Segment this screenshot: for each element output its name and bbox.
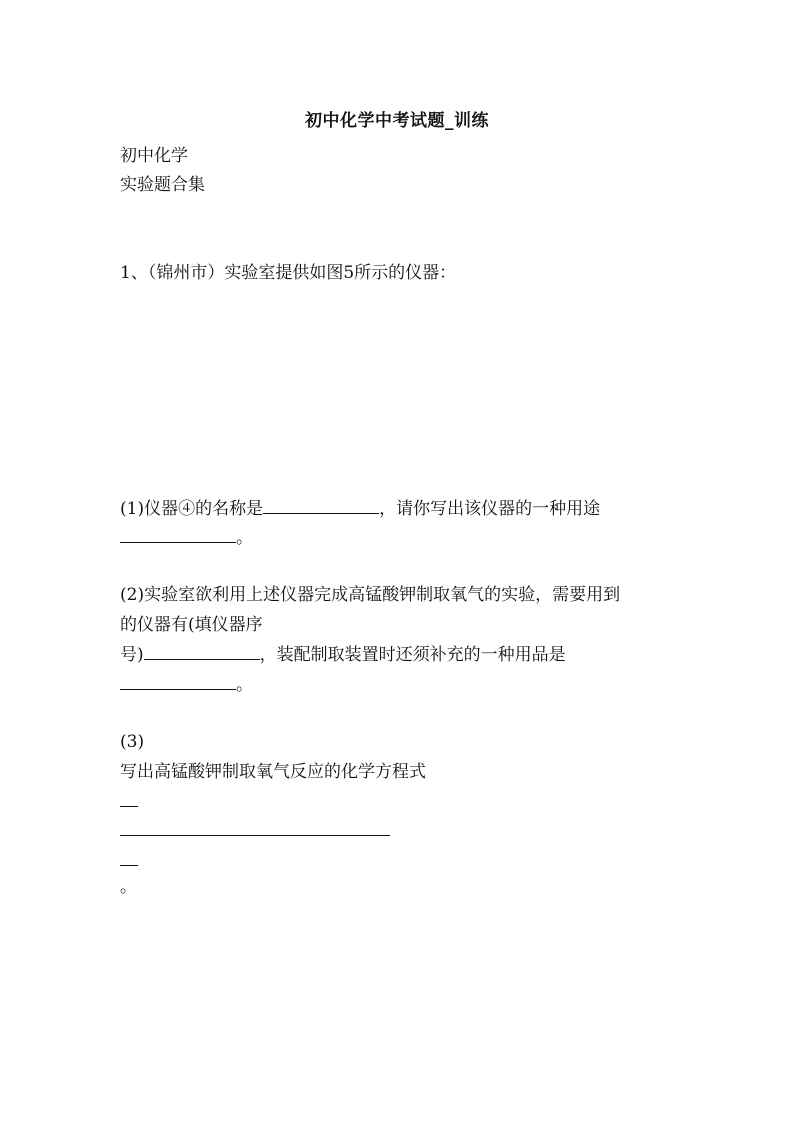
part-1-text-b: ，请你写出该仪器的一种用途 — [379, 499, 601, 519]
question-1-part-3-label: (3) — [120, 732, 145, 752]
question-1-prompt: 1、（锦州市）实验室提供如图5所示的仪器： — [120, 263, 457, 283]
part-1-text-c: 。 — [236, 528, 253, 548]
question-1-part-2-line-3 — [120, 643, 566, 666]
question-1-part-2-line-2: 的仪器有(填仪器序 — [120, 615, 263, 635]
question-1-part-2-line-4 — [120, 673, 253, 696]
question-1-part-3-end: 。 — [120, 877, 137, 897]
part-2-end: 。 — [236, 675, 253, 695]
collection-heading: 实验题合集 — [120, 175, 205, 195]
question-1-part-1-cont — [120, 526, 253, 549]
part-1-text-a: (1)仪器④的名称是 — [120, 499, 264, 519]
question-1-part-2-line-1: (2)实验室欲利用上述仪器完成高锰酸钾制取氧气的实验，需要用到 — [120, 585, 621, 605]
part-2-text-a: 号) — [120, 645, 144, 665]
question-1-part-1 — [120, 497, 600, 520]
answer-blank-equation-start[interactable] — [120, 790, 138, 807]
question-1-part-3-blank-end — [120, 849, 138, 872]
question-1-part-3-text: 写出高锰酸钾制取氧气反应的化学方程式 — [120, 762, 426, 782]
page-title: 初中化学中考试题_训练 — [305, 111, 489, 131]
answer-blank-instrument-numbers[interactable] — [144, 643, 260, 660]
subject-heading: 初中化学 — [120, 146, 188, 166]
part-2-text-b: ，装配制取装置时还须补充的一种用品是 — [259, 645, 566, 665]
answer-blank-equation-end[interactable] — [120, 849, 138, 866]
answer-blank-equation[interactable] — [120, 819, 390, 836]
instrument-figure-area — [120, 300, 680, 475]
question-1-part-3-blank-start — [120, 790, 138, 813]
question-1-part-3-blank-main — [120, 819, 390, 842]
answer-blank-supply-item[interactable] — [120, 673, 236, 690]
answer-blank-instrument-name[interactable] — [263, 497, 379, 514]
answer-blank-instrument-use[interactable] — [120, 526, 236, 543]
